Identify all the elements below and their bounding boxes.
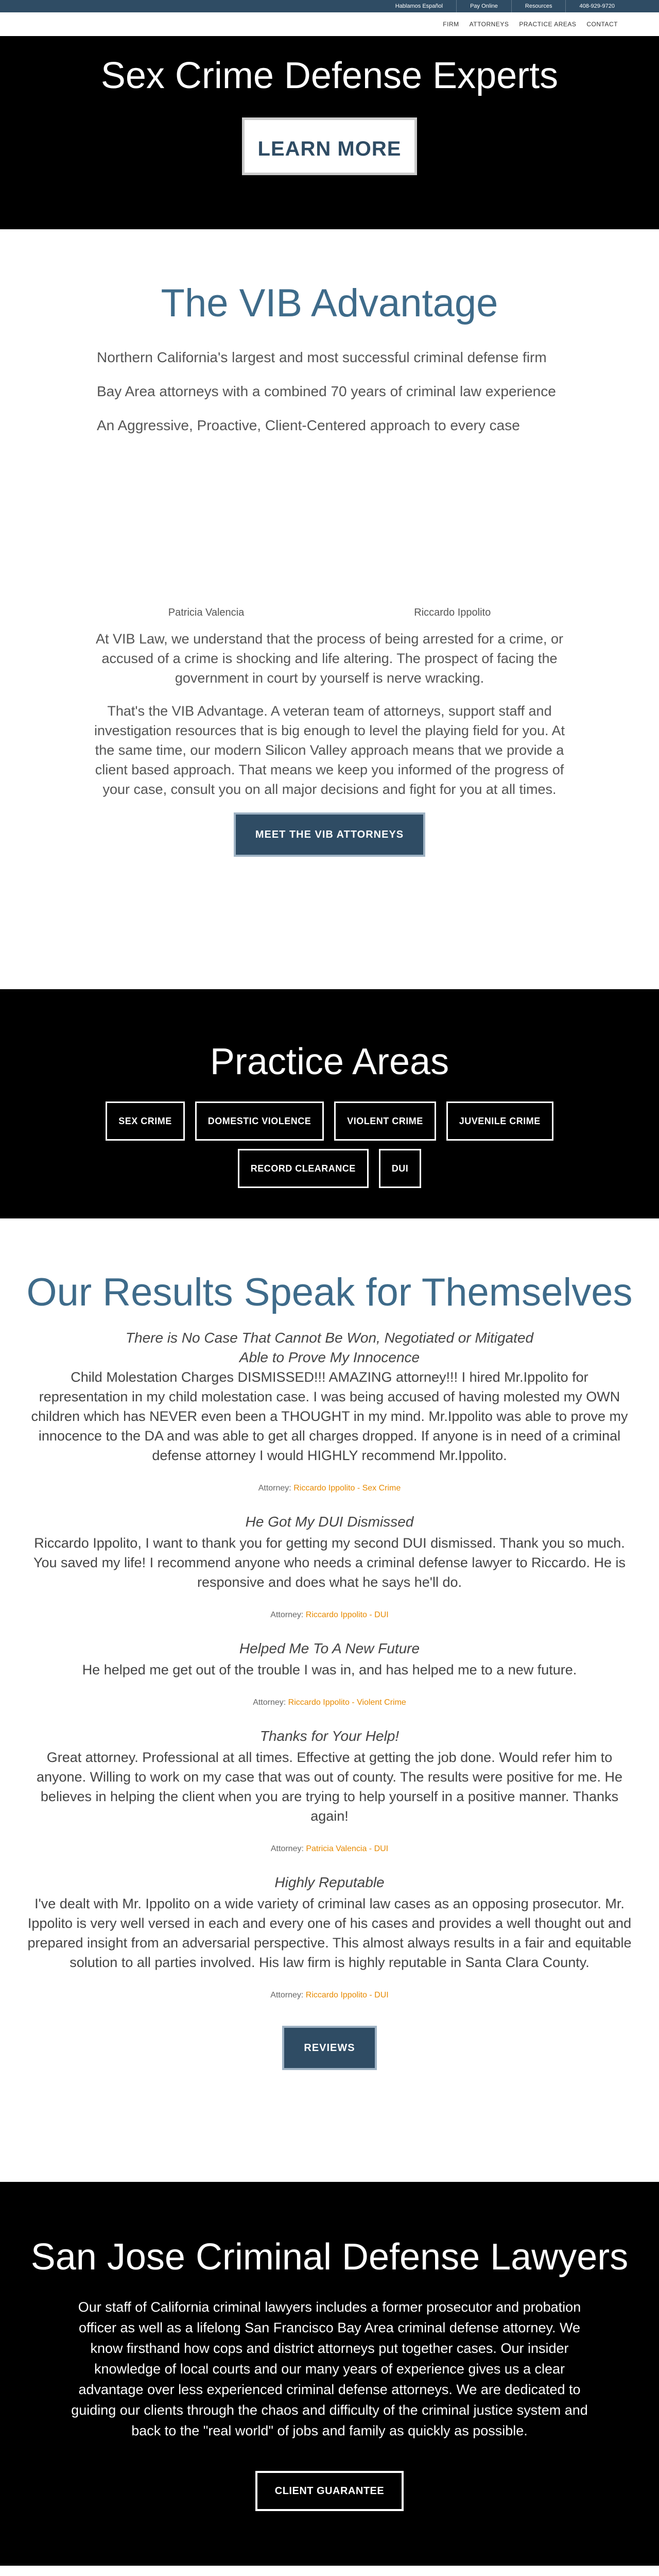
testimonial	[26, 1874, 633, 2000]
testimonial	[26, 1367, 633, 1493]
attr-label: Attorney:	[270, 1844, 304, 1853]
attr-label: Attorney:	[253, 1698, 286, 1707]
testimonial-heading: Thanks for Your Help!	[259, 1728, 400, 1744]
practice-tags	[98, 1101, 561, 1188]
attr-attorney-link[interactable]: Riccardo Ippolito - Violent Crime	[288, 1698, 406, 1707]
nav-attorneys[interactable]: ATTORNEYS	[469, 21, 509, 28]
attorney-name-valencia[interactable]: Patricia Valencia	[168, 607, 245, 618]
testimonial-text: He helped me get out of the trouble I was in, and has helped me to a new future.	[82, 1662, 577, 1677]
spanish-link[interactable]: Hablamos Español	[395, 3, 443, 9]
phone-link[interactable]: 408-929-9720	[565, 0, 628, 12]
testimonial-attribution	[26, 1991, 633, 2000]
testimonial-attribution	[26, 1484, 633, 1493]
vib-body-paragraph: That's the VIB Advantage. A veteran team of attorneys, support staff and investigation resources that is big enough to level the playing field for you. At the same time, our modern Silicon Valley approach means that we provide a client based approach. That means we keep you informed of the progress of your case, consult you on all major decisions and fight for you at all times.	[94, 703, 565, 797]
testimonial-attribution	[26, 1611, 633, 1620]
reviews-button[interactable]: REVIEWS	[282, 2026, 376, 2070]
hero-section	[0, 36, 659, 229]
nav-contact[interactable]: CONTACT	[586, 21, 618, 28]
practice-title: Practice Areas	[210, 1041, 449, 1082]
vib-body-paragraph: At VIB Law, we understand that the process of being arrested for a crime, or accused of a crime is shocking and life altering. The prospect of facing the government in court by yourself is nerve wracking.	[96, 631, 563, 686]
testimonial-text: I've dealt with Mr. Ippolito on a wide variety of criminal law cases as an opposing prosecutor. Mr. Ippolito is very well versed in each and every one of his cases and provides a well thought out and prepared insight from an adversarial perspective. This almost always results in a fair and equitable solution to all parties involved. His law firm is highly reputable in Santa Clara County.	[27, 1896, 632, 1970]
attr-label: Attorney:	[270, 1611, 304, 1619]
client-guarantee-button[interactable]: CLIENT GUARANTEE	[255, 2471, 404, 2511]
practice-violent-crime[interactable]: VIOLENT CRIME	[334, 1101, 436, 1141]
meet-attorneys-button[interactable]: MEET THE VIB ATTORNEYS	[234, 812, 425, 857]
learn-more-button[interactable]: LEARN MORE	[242, 117, 417, 175]
vib-intro-line: Northern California's largest and most successful criminal defense firm	[97, 349, 547, 365]
top-utility-bar	[0, 0, 659, 12]
testimonial	[26, 1514, 633, 1620]
vib-intro-line: Bay Area attorneys with a combined 70 years of criminal law experience	[97, 383, 556, 399]
testimonial-heading: He Got My DUI Dismissed	[245, 1514, 414, 1530]
results-subtitle	[0, 1328, 659, 1367]
vib-intro	[72, 346, 587, 437]
vib-advantage-section	[0, 229, 659, 989]
practice-areas-section	[0, 989, 659, 1218]
testimonial	[26, 1728, 633, 1854]
practice-sex-crime[interactable]: SEX CRIME	[106, 1101, 185, 1141]
practice-dui[interactable]: DUI	[379, 1149, 422, 1188]
reviews-button-wrap	[0, 2026, 659, 2070]
attorney-photos	[0, 607, 659, 619]
testimonial-heading: Helped Me To A New Future	[239, 1640, 420, 1656]
san-jose-section	[0, 2182, 659, 2566]
results-subtitle-line: Able to Prove My Innocence	[239, 1349, 420, 1365]
attorney-name-ippolito[interactable]: Riccardo Ippolito	[414, 607, 491, 618]
attr-attorney-link[interactable]: Riccardo Ippolito - Sex Crime	[293, 1484, 401, 1493]
resources-link[interactable]: Resources	[511, 0, 566, 12]
testimonial-text: Riccardo Ippolito, I want to thank you for getting my second DUI dismissed. Thank you so much. You saved my life! I recommend anyone who needs a criminal defense lawyer to Riccardo. He is responsive and does what he says he'll do.	[33, 1535, 626, 1590]
san-jose-text: Our staff of California criminal lawyers includes a former prosecutor and probation officer as well as a lifelong San Francisco Bay Area criminal defense attorney. We know firsthand how cops and district attorneys put together cases. Our insider knowledge of local courts and our many years of experience gives us a clear advantage over less experienced criminal defense attorneys. We are dedicated to guiding our clients through the chaos and difficulty of the criminal justice system and back to the "real world" of jobs and family as quickly as possible.	[71, 2299, 588, 2438]
main-nav	[0, 12, 659, 36]
testimonial-attribution	[26, 1698, 633, 1707]
vib-intro-line: An Aggressive, Proactive, Client-Centered approach to every case	[97, 417, 520, 433]
testimonial-attribution	[26, 1844, 633, 1854]
san-jose-title: San Jose Criminal Defense Lawyers	[30, 2236, 629, 2278]
results-subtitle-line: There is No Case That Cannot Be Won, Negotiated or Mitigated	[125, 1330, 534, 1346]
testimonial	[26, 1640, 633, 1707]
attr-label: Attorney:	[270, 1991, 304, 1999]
consultation-title	[0, 2566, 659, 2576]
practice-record-clearance[interactable]: RECORD CLEARANCE	[238, 1149, 369, 1188]
hero-title: Sex Crime Defense Experts	[100, 55, 559, 96]
results-section	[0, 1218, 659, 2182]
practice-domestic-violence[interactable]: DOMESTIC VIOLENCE	[195, 1101, 324, 1141]
nav-firm[interactable]: FIRM	[443, 21, 459, 28]
results-title: Our Results Speak for Themselves	[26, 1270, 633, 1314]
testimonial-heading: Highly Reputable	[274, 1874, 385, 1890]
consultation-section	[0, 2566, 659, 2576]
vib-title: The VIB Advantage	[161, 281, 498, 325]
attr-label: Attorney:	[258, 1484, 291, 1493]
practice-juvenile-crime[interactable]: JUVENILE CRIME	[446, 1101, 553, 1141]
pay-online-link[interactable]: Pay Online	[456, 0, 511, 12]
attr-attorney-link[interactable]: Patricia Valencia - DUI	[306, 1844, 389, 1853]
testimonial-text: Child Molestation Charges DISMISSED!!! AMAZING attorney!!! I hired Mr.Ippolito for representation in my child molestation case. I was being accused of having molested my OWN children which has NEVER even been a THOUGHT in my mind. Mr.Ippolito was able to prove my innocence to the DA and was able to get all charges dropped. If anyone is in need of a criminal defense attorney I would HIGHLY recommend Mr.Ippolito.	[31, 1369, 628, 1463]
attr-attorney-link[interactable]: Riccardo Ippolito - DUI	[305, 1611, 389, 1619]
attr-attorney-link[interactable]: Riccardo Ippolito - DUI	[305, 1991, 389, 1999]
testimonial-text: Great attorney. Professional at all times. Effective at getting the job done. Would refer him to anyone. Willing to work on my case that was out of county. The results were positive for me. He believes in helping the client when you are trying to help yourself in a positive manner. Thanks again!	[36, 1750, 622, 1824]
nav-practice-areas[interactable]: PRACTICE AREAS	[519, 21, 577, 28]
vib-body	[88, 629, 571, 799]
